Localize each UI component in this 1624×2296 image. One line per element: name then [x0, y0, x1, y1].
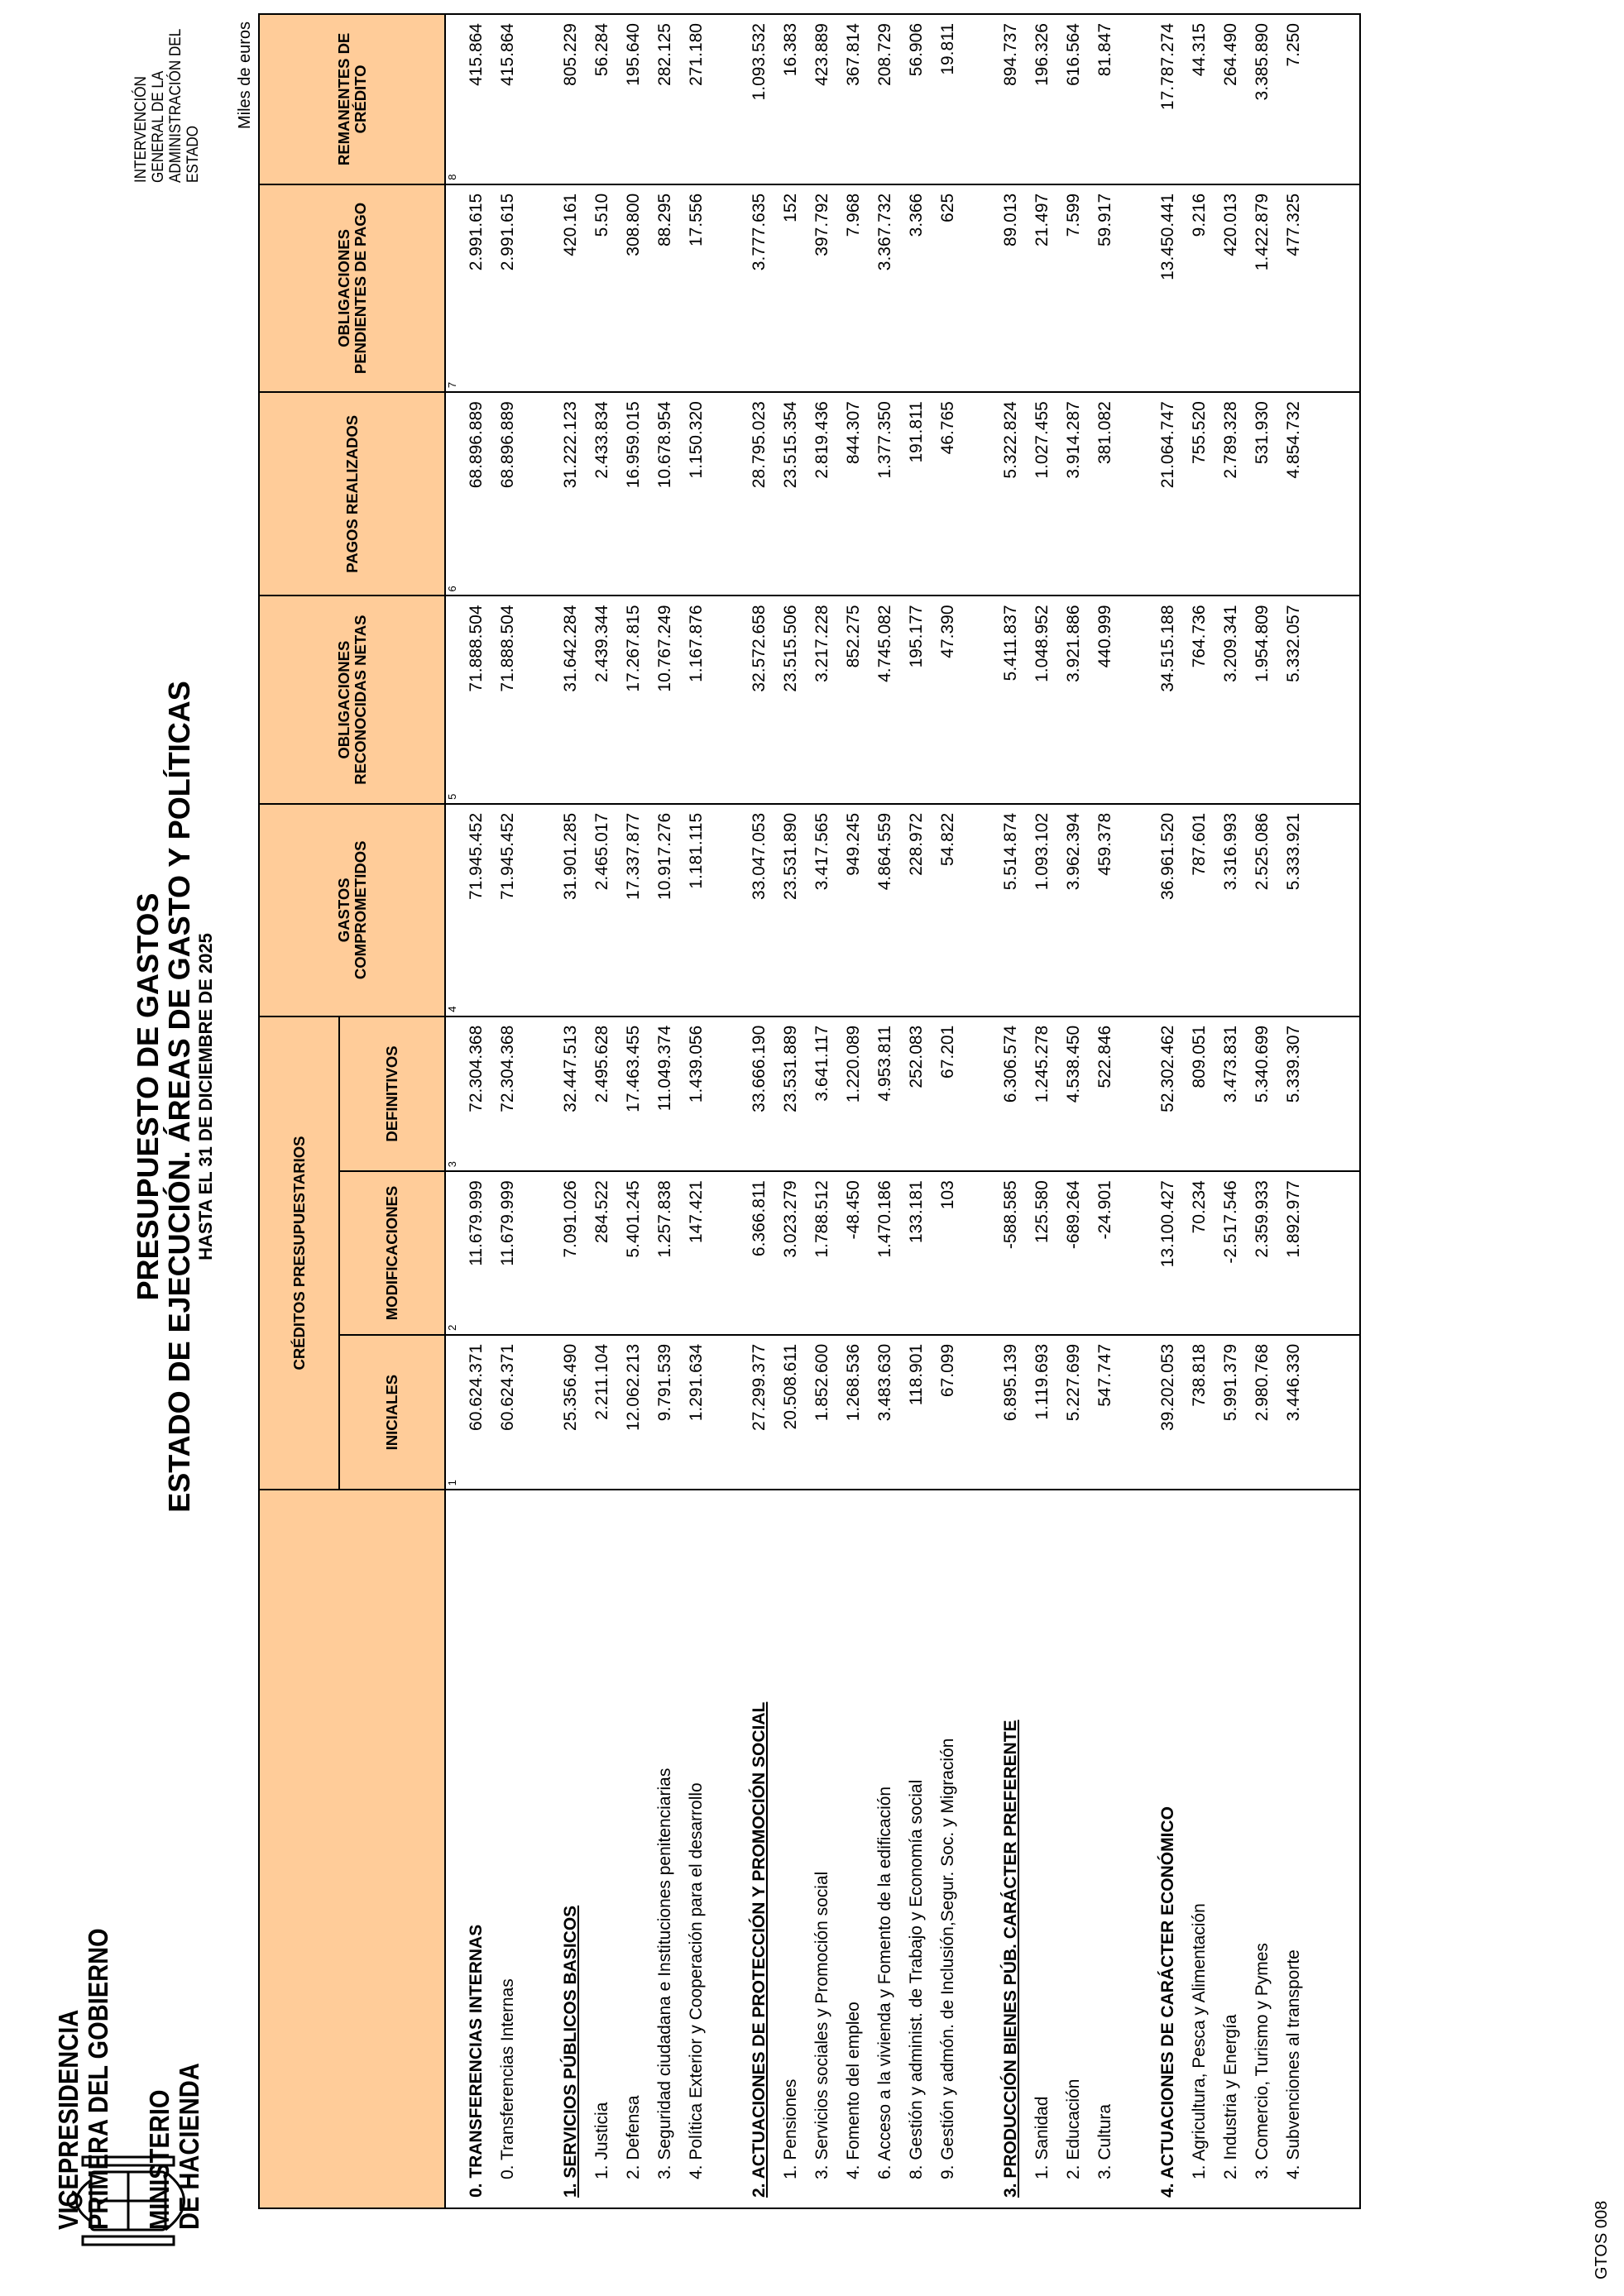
- creditos-group-header: CRÉDITOS PRESUPUESTARIOS: [259, 1016, 339, 1490]
- value-cell: 54.822: [932, 804, 964, 1016]
- value-cell: 5.332.057: [1278, 596, 1310, 803]
- policy-label: 2. Educación: [1058, 1490, 1090, 2208]
- value-cell: 5.510: [587, 184, 618, 392]
- value-cell: 67.099: [932, 1335, 964, 1490]
- value-cell: 2.525.086: [1247, 804, 1278, 1016]
- report-titles: [132, 642, 217, 1552]
- ministry-name: [145, 2063, 204, 2230]
- value-cell: 60.624.371: [461, 1335, 492, 1490]
- value-cell: 3.366: [901, 184, 932, 392]
- section-row: [995, 14, 1027, 2208]
- value-cell: 1.167.876: [681, 596, 712, 803]
- value-cell: 17.337.877: [618, 804, 649, 1016]
- value-cell: 103: [932, 1171, 964, 1335]
- value-cell: 1.181.115: [681, 804, 712, 1016]
- agency-line-2: ADMINISTRACIÓN DEL ESTADO: [167, 29, 202, 183]
- value-cell: 1.093.532: [744, 14, 775, 184]
- value-cell: 844.307: [838, 392, 869, 596]
- vicepresidency-name: [54, 1928, 113, 2230]
- spacer-row: [964, 14, 995, 2208]
- gastos-comprometidos-header: GASTOS COMPROMETIDOS: [259, 804, 445, 1016]
- value-cell: 3.483.630: [869, 1335, 901, 1490]
- column-index: 5: [445, 596, 461, 803]
- value-cell: 3.417.565: [807, 804, 838, 1016]
- value-cell: 28.795.023: [744, 392, 775, 596]
- value-cell: 19.811: [932, 14, 964, 184]
- column-index: 6: [445, 392, 461, 596]
- value-cell: 1.788.512: [807, 1171, 838, 1335]
- value-cell: 5.227.699: [1058, 1335, 1090, 1490]
- definitivos-header: DEFINITIVOS: [339, 1016, 445, 1171]
- value-cell: 72.304.368: [461, 1016, 492, 1171]
- value-cell: 10.767.249: [649, 596, 681, 803]
- value-cell: 23.531.889: [775, 1016, 807, 1171]
- value-cell: 252.083: [901, 1016, 932, 1171]
- remanentes-header: REMANENTES DE CRÉDITO: [259, 14, 445, 184]
- value-cell: 12.062.213: [618, 1335, 649, 1490]
- value-cell: 33.666.190: [744, 1016, 775, 1171]
- table-row: [587, 14, 618, 2208]
- value-cell: 56.284: [587, 14, 618, 184]
- value-cell: 39.202.053: [1152, 1335, 1184, 1490]
- value-cell: -24.901: [1090, 1171, 1121, 1335]
- value-cell: 894.737: [995, 14, 1027, 184]
- value-cell: 4.745.082: [869, 596, 901, 803]
- policy-label: 1. Sanidad: [1027, 1490, 1058, 2208]
- policy-label: 2. Defensa: [618, 1490, 649, 2208]
- value-cell: 805.229: [555, 14, 587, 184]
- value-cell: 1.048.952: [1027, 596, 1058, 803]
- value-cell: 44.315: [1184, 14, 1215, 184]
- obligaciones-reconocidas-header: OBLIGACIONES RECONOCIDAS NETAS: [259, 596, 445, 803]
- table-row: [1090, 14, 1121, 2208]
- value-cell: 764.736: [1184, 596, 1215, 803]
- org-line-1: VICEPRESIDENCIA: [53, 2009, 84, 2230]
- section-row: [1152, 14, 1184, 2208]
- value-cell: 5.322.824: [995, 392, 1027, 596]
- value-cell: 1.245.278: [1027, 1016, 1058, 1171]
- value-cell: 420.161: [555, 184, 587, 392]
- report-title: PRESUPUESTO DE GASTOS: [131, 892, 165, 1301]
- value-cell: 3.777.635: [744, 184, 775, 392]
- value-cell: 16.959.015: [618, 392, 649, 596]
- value-cell: 2.465.017: [587, 804, 618, 1016]
- spacer-row: [524, 14, 555, 2208]
- value-cell: 2.991.615: [492, 184, 524, 392]
- value-cell: 208.729: [869, 14, 901, 184]
- value-cell: 31.901.285: [555, 804, 587, 1016]
- value-cell: 459.378: [1090, 804, 1121, 1016]
- value-cell: 547.747: [1090, 1335, 1121, 1490]
- policy-label: 8. Gestión y administ. de Trabajo y Economía social: [901, 1490, 932, 2208]
- value-cell: 6.366.811: [744, 1171, 775, 1335]
- value-cell: 531.930: [1247, 392, 1278, 596]
- policy-label: 4. Fomento del empleo: [838, 1490, 869, 2208]
- value-cell: 5.333.921: [1278, 804, 1310, 1016]
- value-cell: 9.216: [1184, 184, 1215, 392]
- value-cell: 81.847: [1090, 14, 1121, 184]
- value-cell: 4.538.450: [1058, 1016, 1090, 1171]
- value-cell: 4.864.559: [869, 804, 901, 1016]
- value-cell: 88.295: [649, 184, 681, 392]
- value-cell: 2.495.628: [587, 1016, 618, 1171]
- value-cell: 264.490: [1215, 14, 1247, 184]
- value-cell: 284.522: [587, 1171, 618, 1335]
- value-cell: -689.264: [1058, 1171, 1090, 1335]
- column-index: 3: [445, 1016, 461, 1171]
- value-cell: 59.917: [1090, 184, 1121, 392]
- value-cell: 3.962.394: [1058, 804, 1090, 1016]
- value-cell: 6.306.574: [995, 1016, 1027, 1171]
- value-cell: 3.446.330: [1278, 1335, 1310, 1490]
- policy-label: 1. Pensiones: [775, 1490, 807, 2208]
- policy-label: 1. Justicia: [587, 1490, 618, 2208]
- table-row: [807, 14, 838, 2208]
- table-row: [775, 14, 807, 2208]
- value-cell: 147.421: [681, 1171, 712, 1335]
- value-cell: 68.896.889: [461, 392, 492, 596]
- column-index: 1: [445, 1335, 461, 1490]
- table-row: [838, 14, 869, 2208]
- value-cell: 625: [932, 184, 964, 392]
- value-cell: 25.356.490: [555, 1335, 587, 1490]
- value-cell: 191.811: [901, 392, 932, 596]
- value-cell: 1.852.600: [807, 1335, 838, 1490]
- value-cell: 7.250: [1278, 14, 1310, 184]
- policy-label: 9. Gestión y admón. de Inclusión,Segur. Soc. y Migración: [932, 1490, 964, 2208]
- agency-name: [132, 18, 202, 183]
- value-cell: 71.888.504: [492, 596, 524, 803]
- policy-label: 3. Cultura: [1090, 1490, 1121, 2208]
- section-row: [744, 14, 775, 2208]
- value-cell: 21.497: [1027, 184, 1058, 392]
- label-column-header: [259, 1490, 445, 2208]
- value-cell: 89.013: [995, 184, 1027, 392]
- agency-line-1: INTERVENCIÓN GENERAL DE LA: [132, 70, 167, 183]
- modificaciones-header: MODIFICACIONES: [339, 1171, 445, 1335]
- value-cell: 282.125: [649, 14, 681, 184]
- value-cell: 1.377.350: [869, 392, 901, 596]
- value-cell: 477.325: [1278, 184, 1310, 392]
- value-cell: 11.679.999: [492, 1171, 524, 1335]
- value-cell: 13.450.441: [1152, 184, 1184, 392]
- value-cell: 21.064.747: [1152, 392, 1184, 596]
- value-cell: 228.972: [901, 804, 932, 1016]
- value-cell: 5.411.837: [995, 596, 1027, 803]
- report-date: HASTA EL 31 DE DICIEMBRE DE 2025: [195, 933, 216, 1260]
- value-cell: 27.299.377: [744, 1335, 775, 1490]
- value-cell: 2.211.104: [587, 1335, 618, 1490]
- value-cell: 949.245: [838, 804, 869, 1016]
- value-cell: 1.093.102: [1027, 804, 1058, 1016]
- policy-label: 4. Política Exterior y Cooperación para el desarrollo: [681, 1490, 712, 2208]
- value-cell: 125.580: [1027, 1171, 1058, 1335]
- value-cell: 738.818: [1184, 1335, 1215, 1490]
- value-cell: 4.953.811: [869, 1016, 901, 1171]
- value-cell: 755.520: [1184, 392, 1215, 596]
- pagos-realizados-header: PAGOS REALIZADOS: [259, 392, 445, 596]
- value-cell: 72.304.368: [492, 1016, 524, 1171]
- report-code: GTOS 008: [1593, 2200, 1611, 2279]
- value-cell: 5.339.307: [1278, 1016, 1310, 1171]
- value-cell: 3.316.993: [1215, 804, 1247, 1016]
- value-cell: 196.326: [1027, 14, 1058, 184]
- value-cell: 1.268.536: [838, 1335, 869, 1490]
- iniciales-header: INICIALES: [339, 1335, 445, 1490]
- value-cell: 2.980.768: [1247, 1335, 1278, 1490]
- value-cell: 31.642.284: [555, 596, 587, 803]
- value-cell: 20.508.611: [775, 1335, 807, 1490]
- value-cell: 10.917.276: [649, 804, 681, 1016]
- value-cell: 3.209.341: [1215, 596, 1247, 803]
- column-index: 7: [445, 184, 461, 392]
- value-cell: 3.641.117: [807, 1016, 838, 1171]
- value-cell: 616.564: [1058, 14, 1090, 184]
- value-cell: 1.257.838: [649, 1171, 681, 1335]
- value-cell: 3.921.886: [1058, 596, 1090, 803]
- value-cell: 2.433.834: [587, 392, 618, 596]
- value-cell: 68.896.889: [492, 392, 524, 596]
- value-cell: 7.091.026: [555, 1171, 587, 1335]
- area-label: 1. SERVICIOS PÚBLICOS BASICOS: [555, 1490, 587, 2208]
- area-label: 4. ACTUACIONES DE CARÁCTER ECONÓMICO: [1152, 1490, 1184, 2208]
- value-cell: 17.267.815: [618, 596, 649, 803]
- value-cell: 1.439.056: [681, 1016, 712, 1171]
- value-cell: 71.945.452: [492, 804, 524, 1016]
- value-cell: 4.854.732: [1278, 392, 1310, 596]
- value-cell: 852.275: [838, 596, 869, 803]
- value-cell: 1.470.186: [869, 1171, 901, 1335]
- value-cell: 60.624.371: [492, 1335, 524, 1490]
- value-cell: 71.945.452: [461, 804, 492, 1016]
- value-cell: 3.023.279: [775, 1171, 807, 1335]
- ministry-line-2: DE HACIENDA: [174, 2063, 204, 2230]
- value-cell: 33.047.053: [744, 804, 775, 1016]
- value-cell: 5.514.874: [995, 804, 1027, 1016]
- value-cell: 1.220.089: [838, 1016, 869, 1171]
- org-line-2: PRIMERA DEL GOBIERNO: [83, 1928, 113, 2230]
- value-cell: 17.787.274: [1152, 14, 1184, 184]
- value-cell: 23.531.890: [775, 804, 807, 1016]
- table-row: [1027, 14, 1058, 2208]
- column-index: 8: [445, 14, 461, 184]
- value-cell: 13.100.427: [1152, 1171, 1184, 1335]
- value-cell: 10.678.954: [649, 392, 681, 596]
- value-cell: 1.422.879: [1247, 184, 1278, 392]
- value-cell: 2.789.328: [1215, 392, 1247, 596]
- policy-label: 3. Comercio, Turismo y Pymes: [1247, 1490, 1278, 2208]
- table-row: [869, 14, 901, 2208]
- area-label: 2. ACTUACIONES DE PROTECCIÓN Y PROMOCIÓN SOCIAL: [744, 1490, 775, 2208]
- value-cell: -48.450: [838, 1171, 869, 1335]
- value-cell: 787.601: [1184, 804, 1215, 1016]
- area-label: 0. TRANSFERENCIAS INTERNAS: [461, 1490, 492, 2208]
- value-cell: 381.082: [1090, 392, 1121, 596]
- value-cell: 46.765: [932, 392, 964, 596]
- value-cell: 7.599: [1058, 184, 1090, 392]
- value-cell: 32.572.658: [744, 596, 775, 803]
- value-cell: 71.888.504: [461, 596, 492, 803]
- table-row: [932, 14, 964, 2208]
- value-cell: 17.556: [681, 184, 712, 392]
- value-cell: 809.051: [1184, 1016, 1215, 1171]
- value-cell: 70.234: [1184, 1171, 1215, 1335]
- spacer-row: [1121, 14, 1152, 2208]
- value-cell: 522.846: [1090, 1016, 1121, 1171]
- value-cell: 32.447.513: [555, 1016, 587, 1171]
- value-cell: 2.439.344: [587, 596, 618, 803]
- value-cell: 1.954.809: [1247, 596, 1278, 803]
- table-bottom-row: [1310, 14, 1360, 2208]
- value-cell: 11.049.374: [649, 1016, 681, 1171]
- value-cell: 423.889: [807, 14, 838, 184]
- value-cell: 118.901: [901, 1335, 932, 1490]
- table-row: [1247, 14, 1278, 2208]
- value-cell: 2.991.615: [461, 184, 492, 392]
- table-body: [445, 14, 1360, 2208]
- value-cell: 11.679.999: [461, 1171, 492, 1335]
- value-cell: 195.177: [901, 596, 932, 803]
- policy-label: 6. Acceso a la vivienda y Fomento de la edificación: [869, 1490, 901, 2208]
- value-cell: 2.819.436: [807, 392, 838, 596]
- value-cell: 6.895.139: [995, 1335, 1027, 1490]
- value-cell: 23.515.506: [775, 596, 807, 803]
- policy-label: 0. Transferencias Internas: [492, 1490, 524, 2208]
- value-cell: -2.517.546: [1215, 1171, 1247, 1335]
- column-index: 2: [445, 1171, 461, 1335]
- value-cell: 3.473.831: [1215, 1016, 1247, 1171]
- value-cell: 3.385.890: [1247, 14, 1278, 184]
- value-cell: 1.119.693: [1027, 1335, 1058, 1490]
- value-cell: 1.027.455: [1027, 392, 1058, 596]
- value-cell: 56.906: [901, 14, 932, 184]
- column-index-row: [445, 14, 461, 2208]
- policy-label: 3. Servicios sociales y Promoción social: [807, 1490, 838, 2208]
- value-cell: 415.864: [461, 14, 492, 184]
- value-cell: 367.814: [838, 14, 869, 184]
- area-label: 3. PRODUCCIÓN BIENES PÚB. CARÁCTER PREFERENTE: [995, 1490, 1027, 2208]
- value-cell: 420.013: [1215, 184, 1247, 392]
- value-cell: 440.999: [1090, 596, 1121, 803]
- value-cell: 31.222.123: [555, 392, 587, 596]
- value-cell: 23.515.354: [775, 392, 807, 596]
- policy-label: 2. Industria y Energía: [1215, 1490, 1247, 2208]
- report-subtitle: ESTADO DE EJECUCIÓN. ÁREAS DE GASTO Y POLÍTICAS: [162, 681, 196, 1513]
- value-cell: 415.864: [492, 14, 524, 184]
- value-cell: 2.359.933: [1247, 1171, 1278, 1335]
- value-cell: -588.585: [995, 1171, 1027, 1335]
- obligaciones-pendientes-header: OBLIGACIONES PENDIENTES DE PAGO: [259, 184, 445, 392]
- value-cell: 1.291.634: [681, 1335, 712, 1490]
- section-row: [461, 14, 492, 2208]
- table-row: [649, 14, 681, 2208]
- value-cell: 5.340.699: [1247, 1016, 1278, 1171]
- value-cell: 5.991.379: [1215, 1335, 1247, 1490]
- policy-label: 1. Agricultura, Pesca y Alimentación: [1184, 1490, 1215, 2208]
- budget-table: [258, 13, 1361, 2209]
- policy-label: 4. Subvenciones al transporte: [1278, 1490, 1310, 2208]
- value-cell: 3.367.732: [869, 184, 901, 392]
- table-row: [681, 14, 712, 2208]
- table-row: [618, 14, 649, 2208]
- value-cell: 3.914.287: [1058, 392, 1090, 596]
- spacer-row: [712, 14, 744, 2208]
- value-cell: 52.302.462: [1152, 1016, 1184, 1171]
- value-cell: 16.383: [775, 14, 807, 184]
- value-cell: 47.390: [932, 596, 964, 803]
- value-cell: 133.181: [901, 1171, 932, 1335]
- value-cell: 1.150.320: [681, 392, 712, 596]
- value-cell: 67.201: [932, 1016, 964, 1171]
- table-row: [1278, 14, 1310, 2208]
- ministry-line-1: MINISTERIO: [144, 2089, 175, 2230]
- column-index: 4: [445, 804, 461, 1016]
- section-row: [555, 14, 587, 2208]
- value-cell: 271.180: [681, 14, 712, 184]
- table-row: [901, 14, 932, 2208]
- value-cell: 195.640: [618, 14, 649, 184]
- value-cell: 5.401.245: [618, 1171, 649, 1335]
- value-cell: 152: [775, 184, 807, 392]
- value-cell: 308.800: [618, 184, 649, 392]
- value-cell: 397.792: [807, 184, 838, 392]
- value-cell: 36.961.520: [1152, 804, 1184, 1016]
- value-cell: 17.463.455: [618, 1016, 649, 1171]
- value-cell: 7.968: [838, 184, 869, 392]
- table-row: [1184, 14, 1215, 2208]
- table-row: [1215, 14, 1247, 2208]
- table-row: [492, 14, 524, 2208]
- value-cell: 3.217.228: [807, 596, 838, 803]
- table-row: [1058, 14, 1090, 2208]
- value-cell: 9.791.539: [649, 1335, 681, 1490]
- units-label: Miles de euros: [236, 21, 254, 129]
- value-cell: 34.515.188: [1152, 596, 1184, 803]
- value-cell: 1.892.977: [1278, 1171, 1310, 1335]
- policy-label: 3. Seguridad ciudadana e Instituciones penitenciarias: [649, 1490, 681, 2208]
